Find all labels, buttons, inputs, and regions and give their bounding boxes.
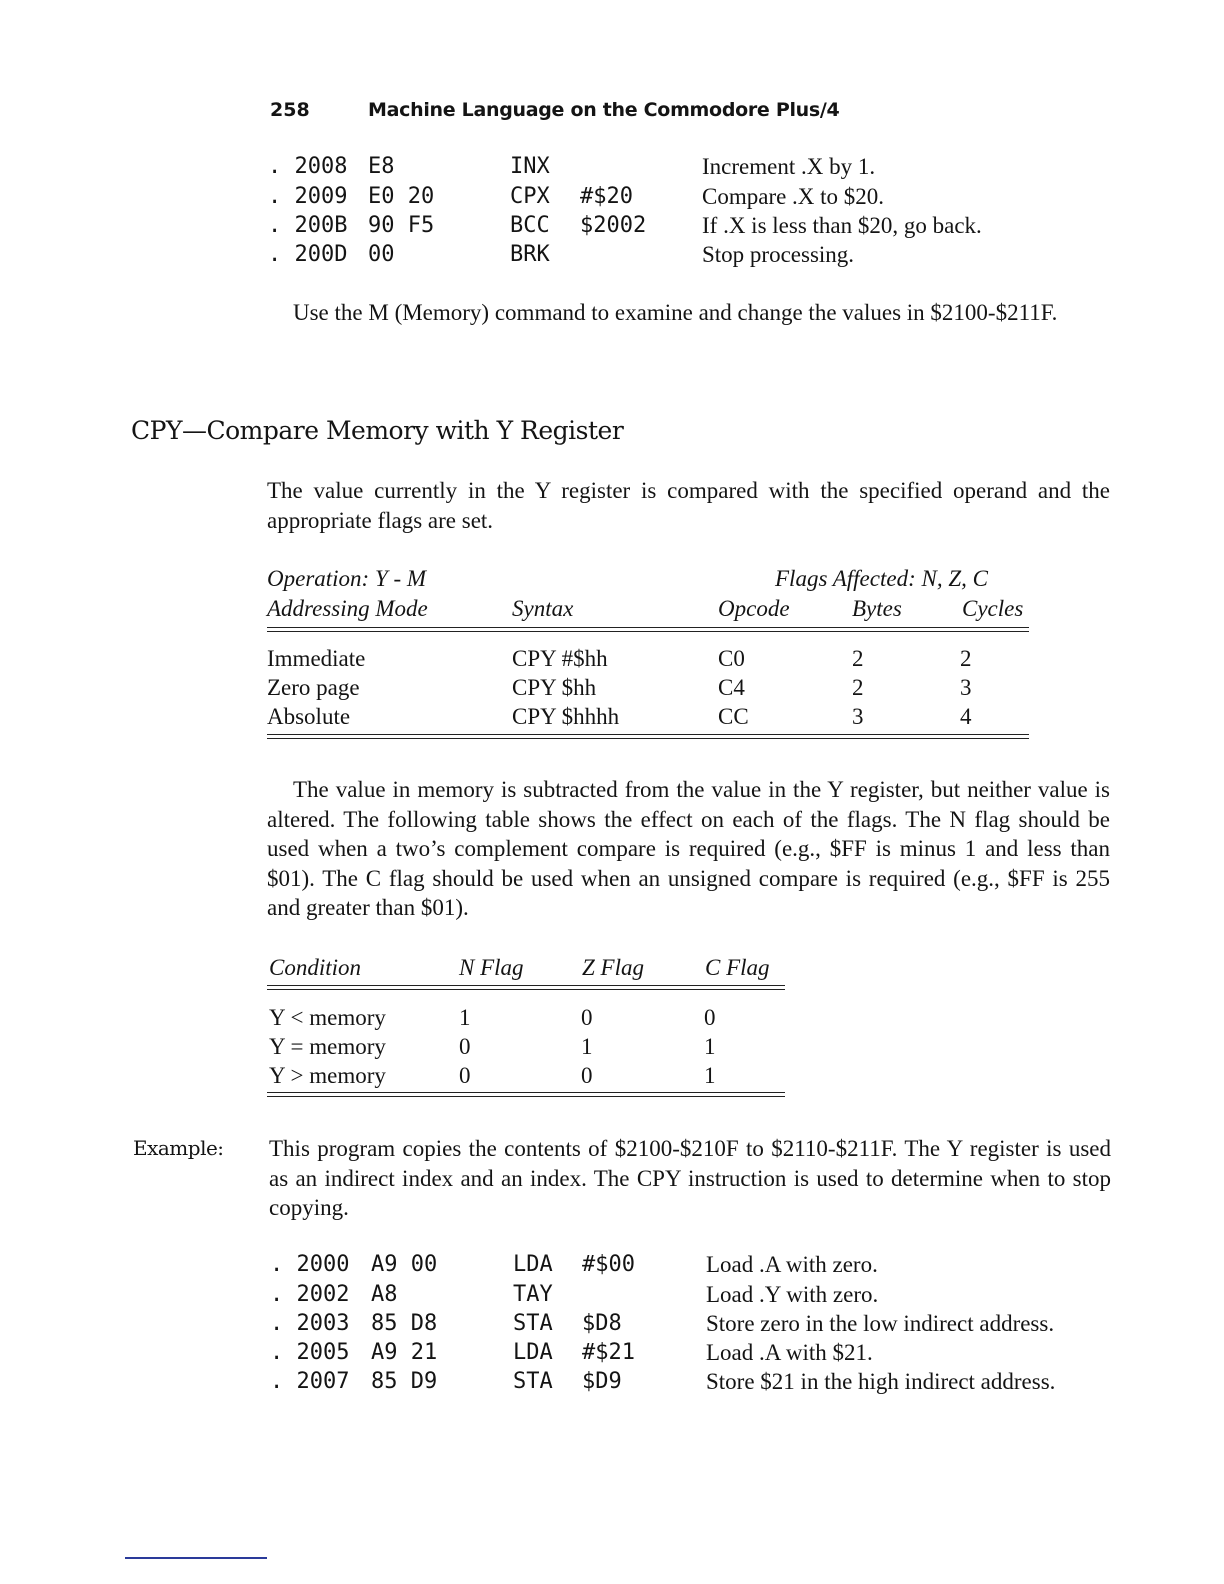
code-comment: Stop processing. [702,242,855,267]
table-header-cell: Cycles [962,596,1024,621]
example-label: Example: [133,1136,224,1160]
table-header-cell: Syntax [512,596,574,621]
code-address: . 2002 [270,1282,350,1307]
code-address: . 2000 [270,1252,350,1277]
code-mnemonic: INX [510,154,550,179]
table-rule [267,985,785,986]
table-cell: 1 [704,1034,716,1059]
table-header-cell: C Flag [705,955,770,980]
code-line [0,1338,873,1368]
code-mnemonic: LDA [513,1340,553,1365]
code-address: . 2008 [268,154,348,179]
code-address: . 2003 [270,1311,350,1336]
table-rule [267,738,1029,739]
section-title: CPY—Compare Memory with Y Register [131,416,624,445]
table-cell: Absolute [267,704,351,729]
table-cell: 1 [459,1005,471,1030]
code-address: . 2007 [270,1369,350,1394]
table-cell: 0 [581,1063,593,1088]
code-mnemonic: STA [513,1311,553,1336]
code-operand: #$20 [580,184,633,209]
code-line [0,1309,1055,1339]
code-bytes: 90 F5 [368,213,435,238]
code-operand: #$00 [582,1252,635,1277]
table-cell: Zero page [267,675,360,700]
table-cell: Immediate [267,646,366,671]
code-comment: Compare .X to $20. [702,184,885,209]
table-header-cell: Condition [269,955,362,980]
table-cell: 1 [704,1063,716,1088]
code-bytes: 00 [368,242,395,267]
table-cell: Y > memory [269,1063,386,1088]
code-operand: $2002 [580,213,647,238]
code-comment: Store zero in the low indirect address. [706,1311,1055,1336]
table-rule [267,1092,785,1093]
page-number: 258 [270,99,310,121]
code-comment: If .X is less than $20, go back. [702,213,982,238]
code-mnemonic: BCC [510,213,550,238]
table-rule [267,1096,785,1097]
code-operand: $D9 [582,1369,622,1394]
code-address: . 200D [268,242,348,267]
code-bytes: A9 21 [371,1340,438,1365]
table-cell: CPY $hhhh [512,704,620,729]
code-line [0,1280,879,1310]
table-rule [267,989,785,990]
table-cell: 1 [581,1034,593,1059]
code-comment: Load .A with $21. [706,1340,873,1365]
code-line [0,182,885,212]
table-rule [267,631,1029,632]
table-cell: C4 [718,675,745,700]
code-bytes: A9 00 [371,1252,438,1277]
code-address: . 2005 [270,1340,350,1365]
table-cell: 0 [459,1034,471,1059]
code-address: . 200B [268,213,348,238]
table-header-cell: N Flag [459,955,524,980]
code-line [0,152,876,182]
table-header-cell: Z Flag [582,955,644,980]
code-operand: #$21 [582,1340,635,1365]
code-comment: Load .Y with zero. [706,1282,879,1307]
paragraph-memory-command: Use the M (Memory) command to examine and change the values in $2100-$211F. [293,300,1058,325]
running-header-title: Machine Language on the Commodore Plus/4 [368,99,840,121]
table-cell: 0 [704,1005,716,1030]
code-line [0,211,982,241]
table-cell: CPY $hh [512,675,597,700]
table-cell: CPY #$hh [512,646,608,671]
code-comment: Store $21 in the high indirect address. [706,1369,1056,1394]
code-line [0,1367,1056,1397]
table-cell: 2 [852,646,864,671]
table-cell: C0 [718,646,745,671]
code-bytes: E8 [368,154,395,179]
table-cell: 2 [852,675,864,700]
code-operand: $D8 [582,1311,622,1336]
table-header-cell: Addressing Mode [267,596,428,621]
code-bytes: 85 D8 [371,1311,438,1336]
table-cell: Y < memory [269,1005,386,1030]
paragraph-intro: The value currently in the Y register is compared with the specified operand and the appropriate flags are set. [267,478,1110,533]
table-cell: 2 [960,646,972,671]
table-header-cell: Opcode [718,596,790,621]
table-cell: 3 [852,704,864,729]
operation-label: Operation: Y - M [267,566,427,591]
code-mnemonic: TAY [513,1282,553,1307]
code-line [0,1250,878,1280]
code-comment: Load .A with zero. [706,1252,878,1277]
table-header-cell: Bytes [852,596,902,621]
flags-affected-label: Flags Affected: N, Z, C [775,566,988,591]
code-bytes: E0 20 [368,184,435,209]
code-bytes: 85 D9 [371,1369,438,1394]
code-line [0,240,855,270]
table-rule [267,734,1029,735]
table-cell: CC [718,704,749,729]
footer-rule [125,1557,267,1559]
code-mnemonic: CPX [510,184,550,209]
code-mnemonic: STA [513,1369,553,1394]
table-cell: Y = memory [269,1034,386,1059]
code-mnemonic: LDA [513,1252,553,1277]
table-cell: 4 [960,704,972,729]
code-address: . 2009 [268,184,348,209]
table-cell: 0 [459,1063,471,1088]
code-bytes: A8 [371,1282,398,1307]
table-cell: 3 [960,675,972,700]
table-rule [267,627,1029,628]
code-comment: Increment .X by 1. [702,154,876,179]
table-cell: 0 [581,1005,593,1030]
code-mnemonic: BRK [510,242,550,267]
paragraph-subtract: The value in memory is subtracted from the value in the Y register, but neither value is altered. The following table shows the effect on each of the flags. The N flag should be used when a two’s complement compare is required (e.g., $FF is minus 1 and less than $01). The C flag should be used when an unsigned compare is required (e.g., $FF is 255 and greater than $01). [267,777,1110,921]
paragraph-example: This program copies the contents of $2100-$210F to $2110-$211F. The Y register is used as an indirect index and an index. The CPY instruction is used to determine when to stop copying. [269,1136,1111,1221]
